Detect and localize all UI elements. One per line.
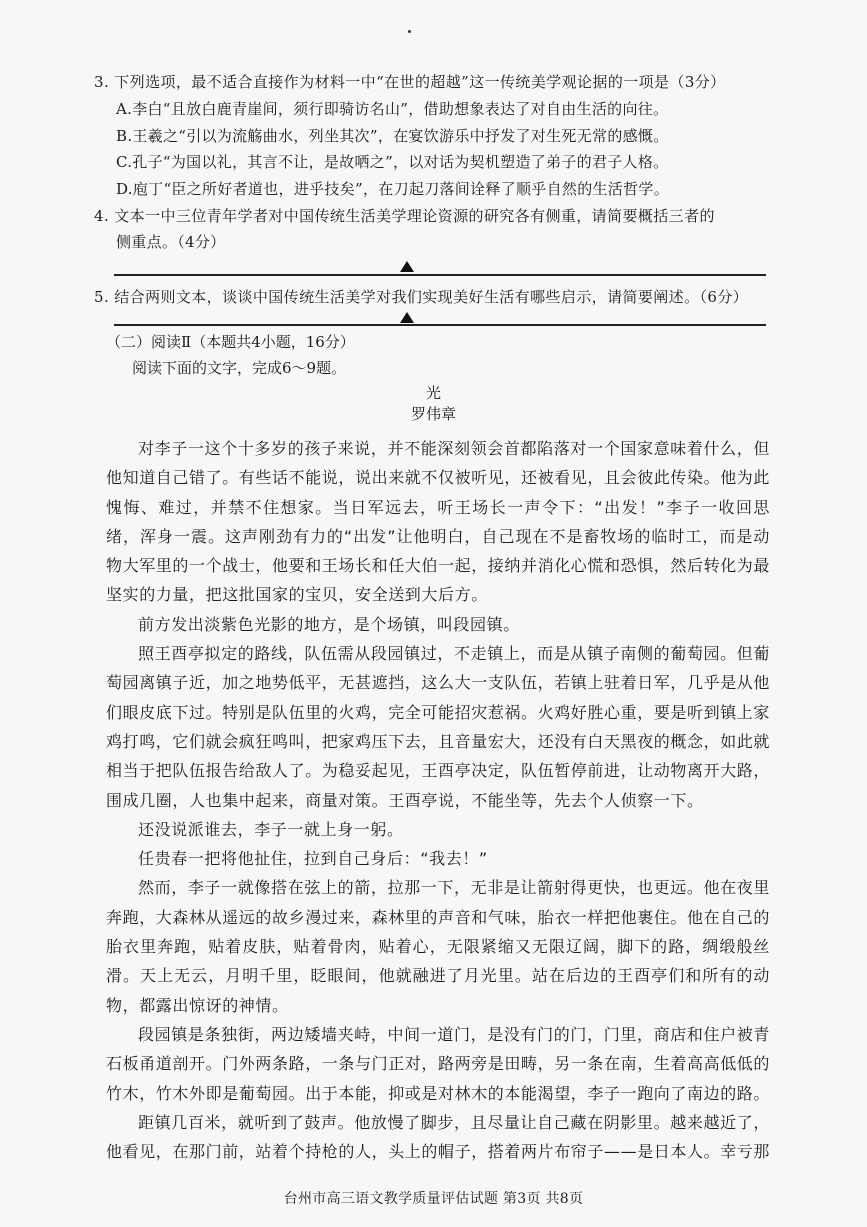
question-3-option-a: A.李白“且放白鹿青崖间，须行即骑访名山”，借助想象表达了对自由生活的向往。 [116,100,669,118]
question-3-option-c: C.孔子“为国以礼，其言不让，是故哂之”，以对话为契机塑造了弟子的君子人格。 [116,153,669,171]
story-paragraph: 还没说派谁去，李子一就上身一躬。 [138,819,404,839]
question-5: 5. 结合两则文本，谈谈中国传统生活美学对我们实现美好生活有哪些启示，请简要阐述。（6分） [94,288,749,306]
story-paragraph: 段园镇是条独街，两边矮墙夹峙，中间一道门，是没有门的门，门里，商店和住户被青石板甬道剖开。门外两条路，一条与门正对，路两旁是田畴，另一条在南，生着高高低低的竹木，竹木外即是葡萄园。出于本能，抑或是对林木的本能渴望，李子一跑向了南边的路。 [106,1024,771,1103]
story-title: 光 [425,384,441,402]
story-paragraph: 然而，李子一就像搭在弦上的箭，拉那一下，无非是让箭射得更快，也更远。他在夜里奔跑，大森林从遥远的故乡漫过来，森林里的声音和气味，胎衣一样把他裹住。他在自己的胎衣里奔跑，贴着皮肤，贴着骨肉，贴着心，无限紧缩又无限辽阔，脚下的路，绸缎般丝滑。天上无云，月明千里，眨眼间，他就融进了月光里。站在后边的王酉亭们和所有的动物，都露出惊讶的神情。 [106,878,771,1015]
story-paragraph: 距镇几百米，就听到了鼓声。他放慢了脚步，且尽量让自己藏在阴影里。越来越近了，他看见，在那门前，站着个持枪的人，头上的帽子，搭着两片布帘子——是日本人。幸亏那 [106,1112,771,1162]
question-3-option-b: B.王羲之“引以为流觞曲水，列坐其次”，在宴饮游乐中抒发了对生死无常的感慨。 [116,127,669,145]
section-heading: （二）阅读Ⅱ（本题共4小题，16分） [106,333,355,351]
section-instruction: 阅读下面的文字，完成6～9题。 [132,359,347,377]
question-4-line-1: 4. 文本一中三位青年学者对中国传统生活美学理论资源的研究各有侧重，请简要概括三者的 [94,207,715,225]
answer-marker-icon [400,261,414,272]
answer-line [114,274,766,276]
story-paragraph: 任贵春一把将他扯住，拉到自己身后：“我去！” [138,849,488,869]
question-4-line-2: 侧重点。（4分） [116,233,226,251]
scan-dot [408,30,411,33]
story-body [106,434,770,1166]
page-footer: 台州市高三语文教学质量评估试题 第3页 共8页 [283,1191,584,1207]
question-3-option-d: D.庖丁“臣之所好者道也，进乎技矣”，在刀起刀落间诠释了顺乎自然的生活哲学。 [116,180,669,198]
answer-line [114,324,766,326]
story-paragraph: 照王酉亭拟定的路线，队伍需从段园镇过，不走镇上，而是从镇子南侧的葡萄园。但葡萄园离镇子近，加之地势低平，无甚遮挡，这么大一支队伍，若镇上驻着日军，几乎是从他们眼皮底下过。特别是队伍里的火鸡，完全可能招灾惹祸。火鸡好胜心重，要是听到镇上家鸡打鸣，它们就会疯狂鸣叫，把家鸡压下去，且音量宏大，还没有白天黑夜的概念，如此就相当于把队伍报告给敌人了。为稳妥起见，王酉亭决定，队伍暂停前进，让动物离开大路，围成几圈，人也集中起来，商量对策。王酉亭说，不能坐等，先去个人侦察一下。 [106,644,771,810]
answer-marker-icon [400,312,414,323]
question-3-stem: 3. 下列选项，最不适合直接作为材料一中“在世的超越”这一传统美学观论据的一项是（3分） [94,73,726,91]
story-paragraph: 前方发出淡紫色光影的地方，是个场镇，叫段园镇。 [138,614,520,634]
story-paragraph: 对李子一这个十多岁的孩子来说，并不能深刻领会首都陷落对一个国家意味着什么，但他知道自己错了。有些话不能说，说出来就不仅被听见，还被看见，且会彼此传染。他为此愧悔、难过，并禁不住想家。当日军远去，听王场长一声令下：“出发！”李子一收回思绪，浑身一震。这声刚劲有力的“出发”让他明白，自己现在不是畜牧场的临时工，而是动物大军里的一个战士，他要和王场长和任大伯一起，接纳并消化心慌和恐惧，然后转化为最坚实的力量，把这批国家的宝贝，安全送到大后方。 [106,439,771,605]
story-author: 罗伟章 [410,405,456,423]
